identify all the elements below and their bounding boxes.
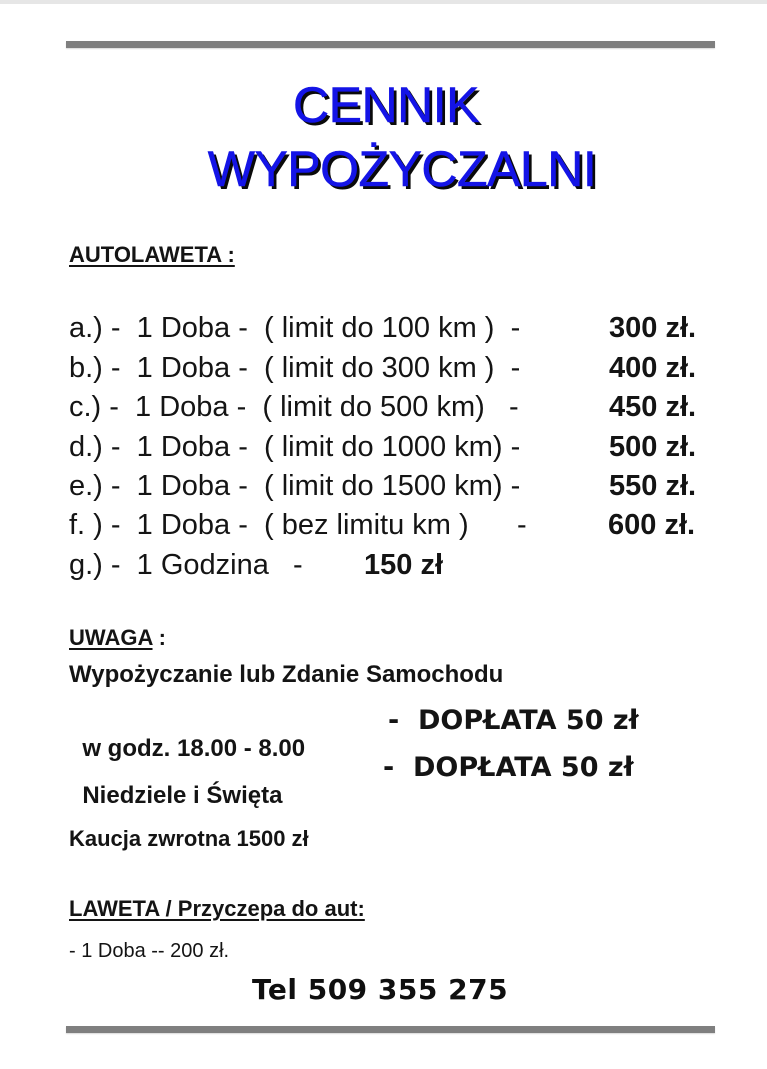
price-row-label: b.) - 1 Doba - ( limit do 300 km ) - [69,352,521,384]
page-title-line-2: WYPOŻYCZALNI [207,141,597,197]
price-row-label: a.) - 1 Doba - ( limit do 100 km ) - [69,312,521,344]
uwaga-holidays-label: Niedziele i Święta [82,782,283,809]
laweta-heading-text: LAWETA / Przyczepa do aut: [69,896,365,921]
price-row-amount: 400 zł. [609,352,697,384]
price-row-c [69,391,697,431]
uwaga-hours-surcharge: - DOPŁATA 50 zł [388,705,639,736]
top-divider [66,41,715,48]
price-row-a [69,312,697,352]
page-title-line-1: CENNIK [293,77,479,133]
autolaweta-heading [69,242,235,268]
price-row-amount: 600 zł. [608,509,696,541]
price-row-label: f. ) - 1 Doba - ( bez limitu km ) - [69,509,527,541]
price-row-e [69,470,697,510]
price-row-amount: 500 zł. [609,431,697,463]
price-row-label: d.) - 1 Doba - ( limit do 1000 km) - [69,431,521,463]
price-row-amount: 450 zł. [609,391,697,423]
bottom-divider [66,1026,715,1033]
price-row-b [69,352,697,392]
uwaga-heading [69,625,166,651]
uwaga-holidays-surcharge: - DOPŁATA 50 zł [383,752,634,783]
laweta-heading [69,896,365,922]
price-row-label: g.) - 1 Godzina - [69,549,303,581]
price-row-d [69,431,697,471]
price-row-g [69,549,443,589]
laweta-price-item: - 1 Doba -- 200 zł. [69,940,230,962]
price-row-amount: 150 zł [364,549,443,581]
price-row-label: e.) - 1 Doba - ( limit do 1500 km) - [69,470,521,502]
uwaga-heading-text: UWAGA [69,625,153,650]
autolaweta-heading-text: AUTOLAWETA : [69,242,235,267]
top-edge-strip [0,0,767,4]
uwaga-line-rental: Wypożyczanie lub Zdanie Samochodu [69,661,504,688]
price-row-label: c.) - 1 Doba - ( limit do 500 km) - [69,391,519,423]
phone-number: Tel 509 355 275 [252,973,509,1006]
price-row-amount: 550 zł. [609,470,697,502]
uwaga-heading-colon: : [152,625,166,650]
price-row-f [69,509,696,549]
uwaga-hours-label: w godz. 18.00 - 8.00 [82,735,306,762]
price-row-amount: 300 zł. [609,312,697,344]
deposit-text: Kaucja zwrotna 1500 zł [69,826,309,851]
